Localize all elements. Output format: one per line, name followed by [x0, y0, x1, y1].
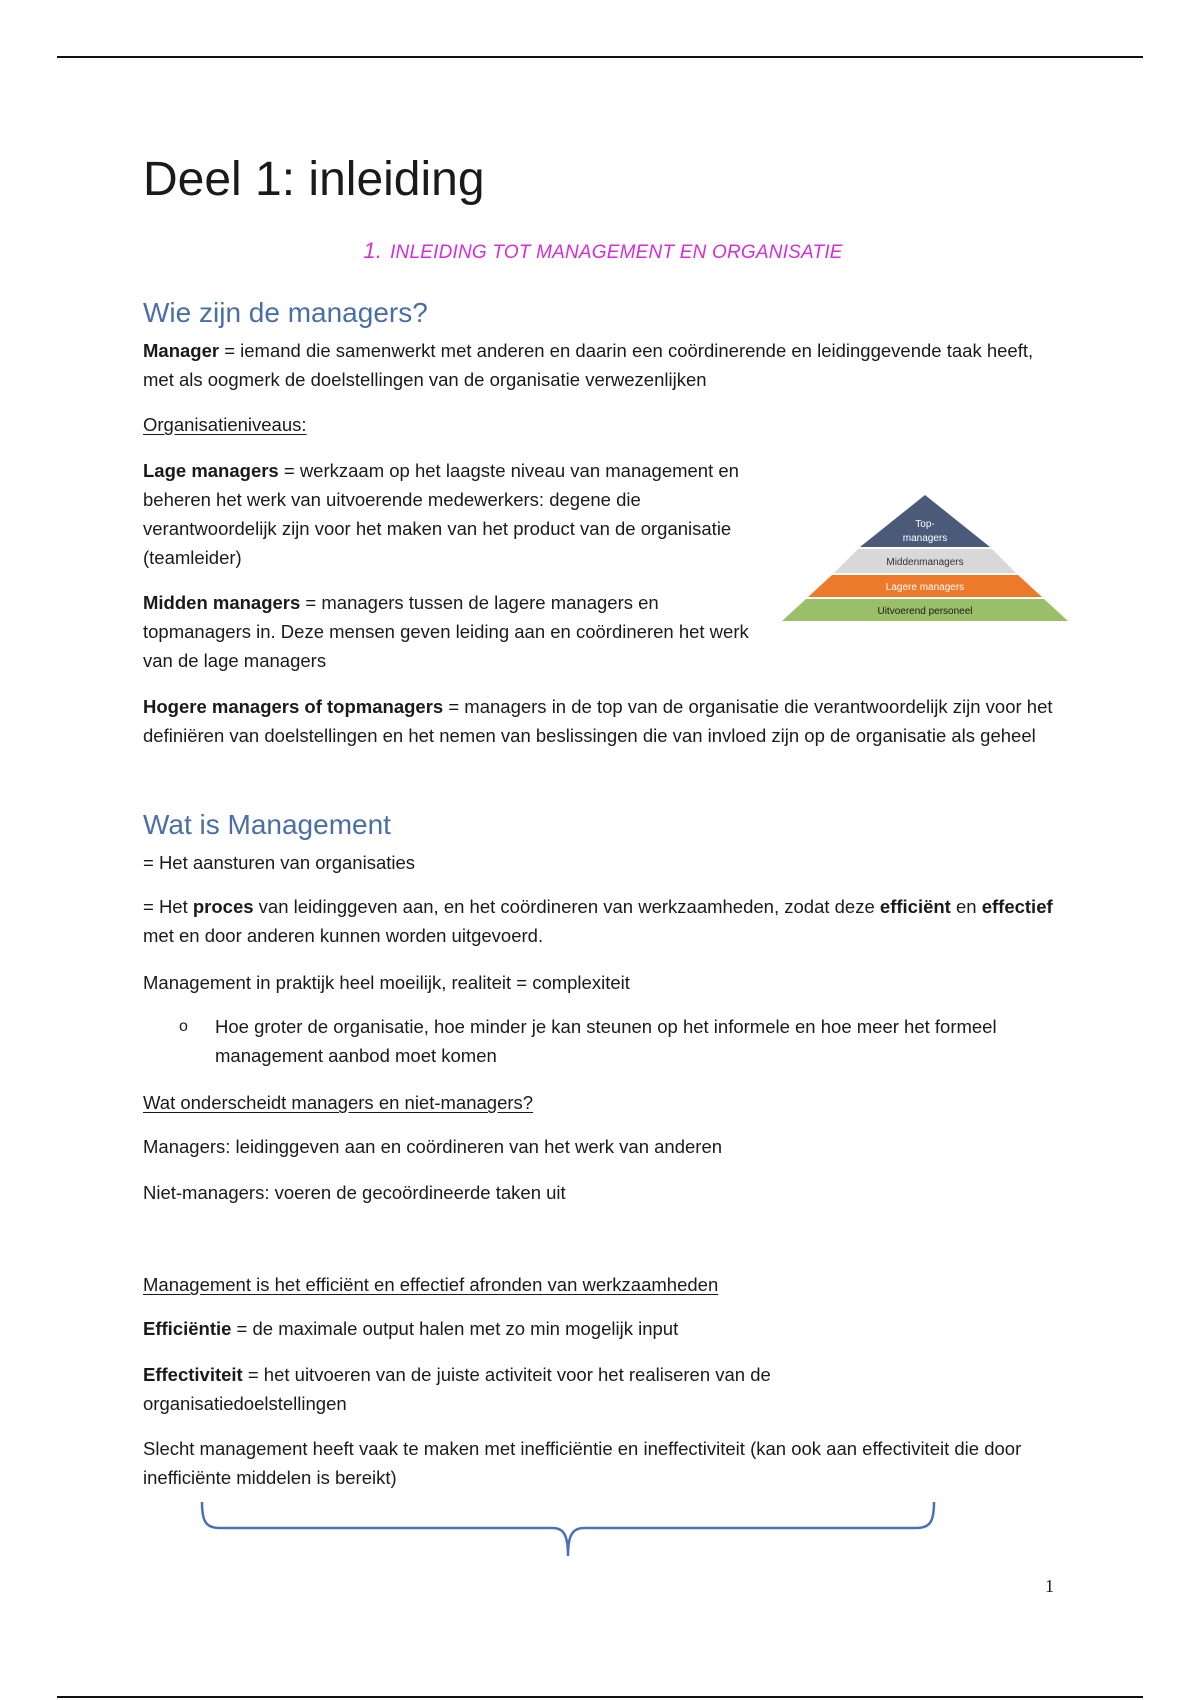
efficient-term: efficiënt [879, 896, 951, 917]
management-definition-2: = Het proces van leidinggeven aan, en het coördineren van werkzaamheden, zodat deze efficiënt en effectief met en door anderen kunnen worden uitgevoerd. [143, 896, 1053, 946]
midden-managers-text: = managers tussen de lagere managers en topmanagers in. Deze mensen geven leiding aan en coördineren het werk van de lage managers [143, 592, 749, 671]
curly-brace-icon [198, 1500, 938, 1560]
list-item [179, 1012, 1029, 1070]
page-title: Deel 1: inleiding [143, 153, 485, 206]
effectief-term: effectief [981, 896, 1053, 917]
managers-question: Wat onderscheidt managers en niet-managers? [143, 1092, 534, 1113]
chapter-title: INLEIDING TOT MANAGEMENT EN ORGANISATIE [390, 242, 843, 263]
section-heading-managers: Wie zijn de managers? [143, 297, 428, 328]
lage-managers-definition [143, 456, 763, 572]
pyramid-top-label-2: managers [902, 533, 948, 544]
pyramid-base-label: Uitvoerend personeel [877, 606, 973, 617]
chapter-number: 1. [363, 238, 383, 263]
effectiviteit-term: Effectiviteit [143, 1364, 243, 1385]
organisation-pyramid [770, 485, 1080, 635]
bullet-circle-icon: o [179, 1018, 188, 1035]
hogere-managers-definition [143, 692, 1053, 750]
management-definition-1: = Het aansturen van organisaties [143, 852, 416, 873]
efficientie-definition: Efficiëntie = de maximale output halen met zo min mogelijk input [143, 1318, 679, 1339]
pyramid-lower-label: Lagere managers [885, 582, 965, 593]
page-bottom-rule [57, 1696, 1143, 1698]
lage-managers-text: = werkzaam op het laagste niveau van management en beheren het werk van uitvoerende medewerkers: degene die verantwoordelijk zijn voor het maken van het product van de organisatie (teamleider) [143, 460, 739, 568]
list-item-text: Hoe groter de organisatie, hoe minder je kan steunen op het informele en hoe meer het formeel management aanbod moet komen [215, 1016, 997, 1066]
management-practice: Management in praktijk heel moeilijk, realiteit = complexiteit [143, 972, 630, 993]
chapter-heading [143, 238, 1063, 264]
organisation-levels-label: Organisatieniveaus: [143, 414, 307, 435]
niet-managers-description: Niet-managers: voeren de gecoördineerde taken uit [143, 1182, 566, 1203]
hogere-managers-term: Hogere managers of topmanagers [143, 696, 444, 717]
efficientie-term: Efficiëntie [143, 1318, 232, 1339]
midden-managers-term: Midden managers [143, 592, 301, 613]
page-number: 1 [1045, 1576, 1054, 1596]
manager-definition [143, 336, 1043, 394]
midden-managers-definition [143, 588, 763, 675]
managers-description: Managers: leidinggeven aan en coördineren van het werk van anderen [143, 1136, 723, 1157]
pyramid-top-label-1: Top- [915, 519, 935, 530]
page-top-rule [57, 56, 1143, 58]
proces-term: proces [192, 896, 254, 917]
manager-term: Manager [143, 340, 220, 361]
manager-definition-text: = iemand die samenwerkt met anderen en daarin een coördinerende en leidinggevende taak heeft, met als oogmerk de doelstellingen van de organisatie verwezenlijken [143, 340, 1034, 390]
section-heading-management: Wat is Management [143, 809, 391, 840]
efficiency-subheading: Management is het efficiënt en effectief afronden van werkzaamheden [143, 1274, 719, 1295]
hogere-managers-text: = managers in de top van de organisatie die verantwoordelijk zijn voor het definiëren van doelstellingen en het nemen van beslissingen die van invloed zijn op de organisatie als geheel [143, 696, 1053, 746]
pyramid-middle-label: Middenmanagers [886, 557, 964, 568]
slecht-management-text: Slecht management heeft vaak te maken met inefficiëntie en ineffectiviteit (kan ook aan effectiviteit die door inefficiënte middelen is bereikt) [143, 1438, 1022, 1488]
effectiviteit-definition: Effectiviteit = het uitvoeren van de juiste activiteit voor het realiseren van de organisatiedoelstellingen [143, 1364, 771, 1414]
lage-managers-term: Lage managers [143, 460, 279, 481]
